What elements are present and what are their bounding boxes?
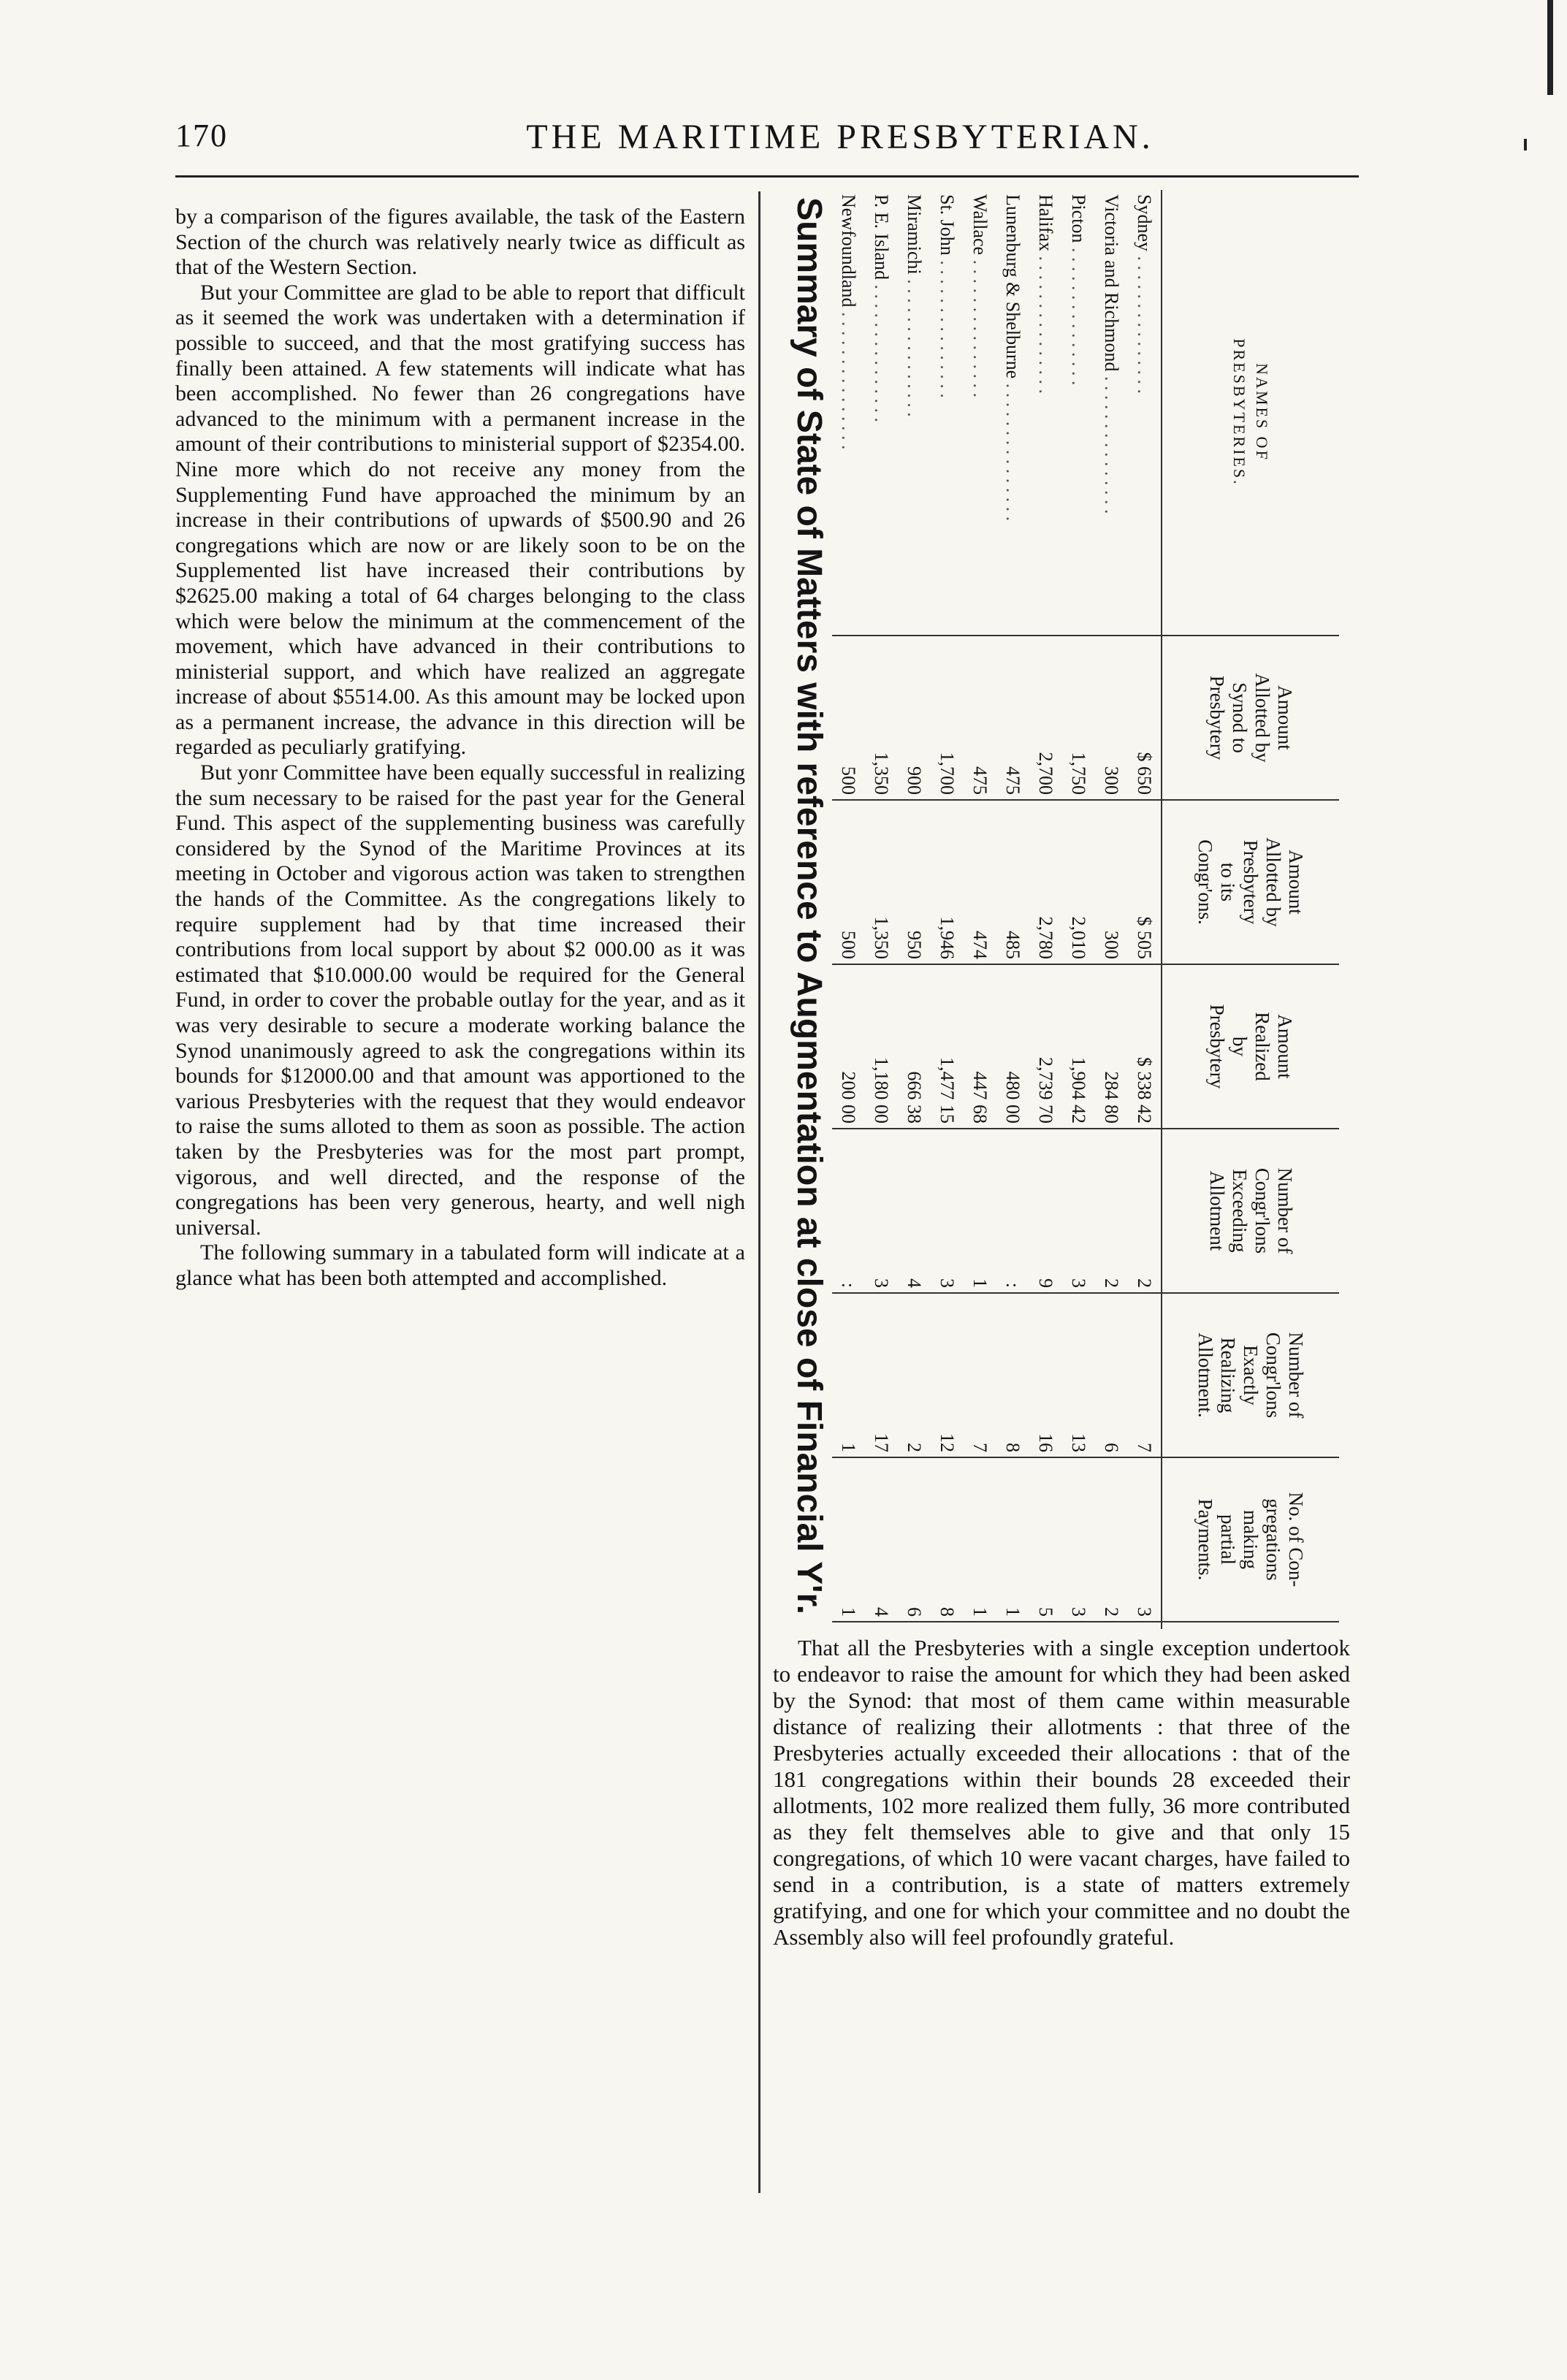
paragraph: That all the Presbyteries with a single exception undertook to endeavor to raise the amount for which they had been asked by the Synod: that most of them came within measurable distance of realizing their allotments : that three of the Presbyteries actually exceeded their allocations : that of the 181 congregations within their bounds 28 exceeded their allotments, 102 more realized them fully, 36 more contributed as they felt themselves able to give and that only 15 congregations, of which 10 were vacant charges, have failed to send in a contribution, is a state of matters extremely gratifying, and one for which your committee and no doubt the Assembly also will feel profoundly grateful. <box>773 1635 1350 1950</box>
presbytery-name-cell: Lunenburg & Shelburne . . . <box>996 190 1029 636</box>
right-column <box>773 1635 1350 1950</box>
header-allotted-by-synod: Amount Allotted by Synod to Presbytery <box>1162 636 1339 800</box>
page-number: 170 <box>175 118 228 153</box>
table-cell <box>1128 1622 1162 1629</box>
running-title: THE MARITIME PRESBYTERIAN. <box>526 118 1154 156</box>
table-row <box>964 190 996 1629</box>
table-cell: 3 <box>865 1129 898 1293</box>
header-rule <box>175 175 1359 178</box>
table-cell <box>1095 1622 1128 1629</box>
table-cell: 2,010 <box>1062 800 1095 964</box>
table-cell <box>1062 1622 1095 1629</box>
presbytery-name-cell: P. E. Island . . . <box>865 190 898 636</box>
presbytery-name-cell: Newfoundland . . . <box>832 190 865 636</box>
presbytery-name-cell: Sydney . . . <box>1128 190 1162 636</box>
table-cell: 12 <box>931 1293 964 1457</box>
table-cell: 6 <box>1095 1293 1128 1457</box>
edge-mark <box>1524 139 1527 150</box>
table-cell: : <box>832 1129 865 1293</box>
table-cell <box>832 1622 865 1629</box>
table-cell: 1,350 <box>865 636 898 800</box>
table-cell: $ 505 <box>1128 800 1162 964</box>
table-cell: 1 <box>964 1457 996 1622</box>
table-cell <box>1029 1622 1062 1629</box>
table-cell: 1 <box>832 1293 865 1457</box>
table-cell: 16 <box>1029 1293 1062 1457</box>
table-cell: 1,904 42 <box>1062 964 1095 1129</box>
table-cell: 480 00 <box>996 964 1029 1129</box>
table-cell <box>996 1622 1029 1629</box>
table-cell: 13 <box>1062 1293 1095 1457</box>
table-row <box>1062 190 1095 1629</box>
table-cell: 1,946 <box>931 800 964 964</box>
table-cell <box>865 1622 898 1629</box>
header-partial-payments: No. of Con- gregations making partial Payments. <box>1162 1457 1339 1622</box>
table-cell: $ 338 42 <box>1128 964 1162 1129</box>
table-cell: 8 <box>996 1293 1029 1457</box>
table-row <box>832 190 865 1629</box>
table-cell: 2,780 <box>1029 800 1062 964</box>
table-cell: 2 <box>1095 1129 1128 1293</box>
table-cell: 447 68 <box>964 964 996 1129</box>
header-exceeding: Number of Congr'lons Exceeding Allotment <box>1162 1129 1339 1293</box>
page-header <box>175 117 1359 161</box>
rotated-table-frame <box>769 183 1354 1629</box>
paragraph: by a comparison of the figures available, the task of the Eastern Section of the church was relatively nearly twice as difficult as that of the Western Section. <box>175 205 745 280</box>
table-row <box>931 190 964 1629</box>
table-cell: 3 <box>1062 1457 1095 1622</box>
table-cell: 900 <box>898 636 931 800</box>
table-cell: 284 80 <box>1095 964 1128 1129</box>
table-row <box>1029 190 1062 1629</box>
presbytery-name-cell: Halifax . . . <box>1029 190 1062 636</box>
header-names-of-presbyteries: NAMES OF PRESBYTERIES. <box>1162 190 1339 636</box>
presbytery-name-cell: Wallace . . . <box>964 190 996 636</box>
table-cell: 17 <box>865 1293 898 1457</box>
table-cell: 300 <box>1095 800 1128 964</box>
table-cell <box>898 1622 931 1629</box>
table-body <box>832 190 1162 1629</box>
header-exactly-realizing: Number of Congr'lons Exactly Realizing Allotment. <box>1162 1293 1339 1457</box>
table-cell: 2 <box>898 1293 931 1457</box>
summary-table <box>832 190 1339 1629</box>
table-row <box>996 190 1029 1629</box>
table-cell: 1 <box>964 1129 996 1293</box>
table-cell: 7 <box>964 1293 996 1457</box>
paragraph: The following summary in a tabulated form will indicate at a glance what has been both attempted and accomplished. <box>175 1240 745 1290</box>
left-column <box>175 205 745 1292</box>
table-cell: 7 <box>1128 1293 1162 1457</box>
table-cell: 475 <box>964 636 996 800</box>
table-row <box>898 190 931 1629</box>
table-cell: 1,180 00 <box>865 964 898 1129</box>
table-row <box>1128 190 1162 1629</box>
header-did-nothing <box>1162 1622 1339 1629</box>
presbytery-name-cell: Picton . . . <box>1062 190 1095 636</box>
table-cell: 500 <box>832 636 865 800</box>
table-cell: 8 <box>931 1457 964 1622</box>
table-cell: 3 <box>1062 1129 1095 1293</box>
table-cell: 1,350 <box>865 800 898 964</box>
table-cell: 9 <box>1029 1129 1062 1293</box>
table-row <box>1095 190 1128 1629</box>
table-cell: 200 00 <box>832 964 865 1129</box>
summary-table-region <box>769 183 1354 1629</box>
table-cell <box>964 1622 996 1629</box>
table-cell: 6 <box>898 1457 931 1622</box>
edge-mark <box>1547 0 1553 95</box>
table-cell: 2 <box>1128 1129 1162 1293</box>
table-cell: 2,700 <box>1029 636 1062 800</box>
table-cell: 666 38 <box>898 964 931 1129</box>
table-header-row <box>1162 190 1339 1629</box>
table-cell: 950 <box>898 800 931 964</box>
presbytery-name-cell: Victoria and Richmond . . . <box>1095 190 1128 636</box>
presbytery-name-cell: Miramichi . . . <box>898 190 931 636</box>
paragraph: But your Committee are glad to be able to report that difficult as it seemed the work was undertaken with a determination if possible to succeed, and that the most gratifying success has finally been attained. A few statements will indicate what has been accomplished. No fewer than 26 congregations have advanced to the minimum with a permanent increase in the amount of their contributions to ministerial support of $2354.00. Nine more which do not receive any money from the Supplementing Fund have approached the minimum by an increase in their contributions of upwards of $500.90 and 26 congregations which are now or are likely soon to be on the Supplemented list have increased their contributions by $2625.00 making a total of 64 charges belonging to the class which were below the minimum at the commencement of the movement, which have advanced in their contributions to ministerial support, and which have realized an aggregate increase of about $5514.00. As this amount may be locked upon as a permanent increase, the advance in this direction will be regarded as peculiarly gratifying. <box>175 280 745 760</box>
table-cell: 1 <box>996 1457 1029 1622</box>
table-cell: : <box>996 1129 1029 1293</box>
table-cell: 4 <box>898 1129 931 1293</box>
table-cell: 1,477 15 <box>931 964 964 1129</box>
table-cell: 3 <box>931 1129 964 1293</box>
table-cell: 485 <box>996 800 1029 964</box>
table-cell: $ 650 <box>1128 636 1162 800</box>
table-cell: 1,750 <box>1062 636 1095 800</box>
header-allotted-by-presbytery: Amount Allotted by Presbytery to its Congr'ons. <box>1162 800 1339 964</box>
table-cell: 2 <box>1095 1457 1128 1622</box>
column-divider <box>758 191 760 2193</box>
table-cell: 500 <box>832 800 865 964</box>
table-cell: 5 <box>1029 1457 1062 1622</box>
table-cell: 2,739 70 <box>1029 964 1062 1129</box>
table-cell: 4 <box>865 1457 898 1622</box>
table-cell: 1,700 <box>931 636 964 800</box>
table-cell: 3 <box>1128 1457 1162 1622</box>
presbytery-name-cell: St. John . . . <box>931 190 964 636</box>
table-cell <box>931 1622 964 1629</box>
table-cell: 475 <box>996 636 1029 800</box>
table-row <box>865 190 898 1629</box>
table-cell: 300 <box>1095 636 1128 800</box>
header-realized: Amount Realized by Presbytery <box>1162 964 1339 1129</box>
table-title: Summary of State of Matters with reference to Augmentation at close of Financial Y'r. <box>790 197 828 1614</box>
table-cell: 1 <box>832 1457 865 1622</box>
table-cell: 474 <box>964 800 996 964</box>
paragraph: But yonr Committee have been equally successful in realizing the sum necessary to be raised for the past year for the General Fund. This aspect of the supplementing business was carefully considered by the Synod of the Maritime Provinces at its meeting in October and vigorous action was taken to strengthen the hands of the Committee. As the congregations likely to require supplement had by that time increased their contributions from local support by about $2 000.00 as it was estimated that $10.000.00 would be required for the General Fund, in order to cover the probable outlay for the year, and as it was very desirable to secure a moderate working balance the Synod unanimously agreed to ask the congregations within its bounds for $12000.00 and that amount was apportioned to the various Presbyteries with the request that they would endeavor to raise the sums alloted to them as soon as possible. The action taken by the Presbyteries was for the most part prompt, vigorous, and well directed, and the response of the congregations has been very generous, hearty, and well nigh universal. <box>175 760 745 1240</box>
